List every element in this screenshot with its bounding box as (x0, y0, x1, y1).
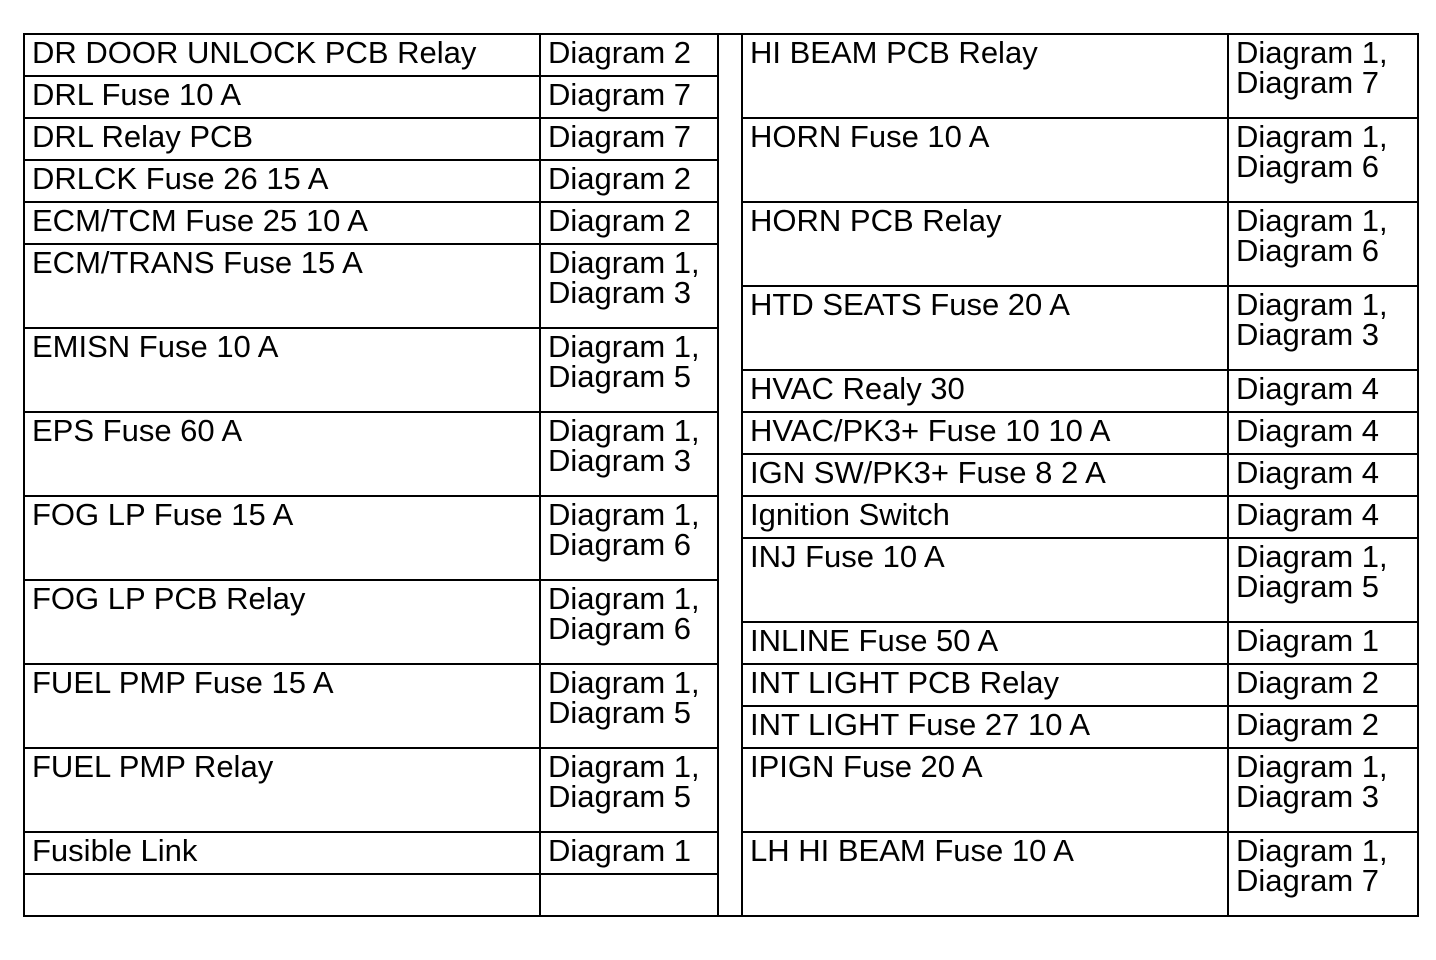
diagram-ref-line: Diagram 1, (548, 581, 700, 616)
diagram-ref-line: Diagram 1, (548, 749, 700, 784)
diagram-ref-line: Diagram 4 (1236, 455, 1379, 490)
left-diagram-reference (540, 832, 718, 874)
diagram-ref-line: Diagram 7 (1236, 863, 1379, 898)
right-diagram-reference (1228, 118, 1418, 202)
right-component-name: HVAC/PK3+ Fuse 10 10 A (742, 412, 1228, 454)
right-component-name: LH HI BEAM Fuse 10 A (742, 832, 1228, 916)
left-diagram-reference (540, 202, 718, 244)
diagram-ref-line: Diagram 1, (548, 413, 700, 448)
diagram-ref-line: Diagram 2 (1236, 707, 1379, 742)
left-component-name: FOG LP Fuse 15 A (24, 496, 540, 580)
diagram-ref-line: Diagram 5 (1236, 569, 1379, 604)
left-component-name: Fusible Link (24, 832, 540, 874)
right-component-name: HTD SEATS Fuse 20 A (742, 286, 1228, 370)
right-diagram-reference (1228, 412, 1418, 454)
diagram-ref-line: Diagram 5 (548, 695, 691, 730)
diagram-ref-line: Diagram 1 (1236, 623, 1379, 658)
right-diagram-reference (1228, 748, 1418, 832)
right-component-name: HVAC Realy 30 (742, 370, 1228, 412)
diagram-ref-line: Diagram 1, (548, 497, 700, 532)
left-diagram-reference (540, 664, 718, 748)
right-component-name: INLINE Fuse 50 A (742, 622, 1228, 664)
right-component-name: INT LIGHT PCB Relay (742, 664, 1228, 706)
right-component-name: INJ Fuse 10 A (742, 538, 1228, 622)
right-diagram-reference (1228, 454, 1418, 496)
diagram-ref-line: Diagram 2 (548, 203, 691, 238)
diagram-ref-line: Diagram 5 (548, 359, 691, 394)
left-component-name: FUEL PMP Fuse 15 A (24, 664, 540, 748)
left-component-name: DR DOOR UNLOCK PCB Relay (24, 34, 540, 76)
diagram-ref-line: Diagram 1, (1236, 749, 1388, 784)
right-component-name: Ignition Switch (742, 496, 1228, 538)
right-diagram-reference (1228, 832, 1418, 916)
right-diagram-reference (1228, 664, 1418, 706)
left-diagram-reference (540, 34, 718, 76)
left-component-name: ECM/TRANS Fuse 15 A (24, 244, 540, 328)
diagram-ref-line: Diagram 1, (1236, 203, 1388, 238)
diagram-ref-line: Diagram 1, (1236, 539, 1388, 574)
right-diagram-reference (1228, 622, 1418, 664)
left-diagram-reference (540, 496, 718, 580)
diagram-ref-line: Diagram 3 (548, 443, 691, 478)
diagram-ref-line: Diagram 6 (1236, 149, 1379, 184)
right-diagram-reference (1228, 34, 1418, 118)
right-component-name: HORN PCB Relay (742, 202, 1228, 286)
diagram-ref-line: Diagram 1, (548, 245, 700, 280)
right-component-name: IGN SW/PK3+ Fuse 8 2 A (742, 454, 1228, 496)
diagram-ref-line: Diagram 1, (1236, 119, 1388, 154)
component-index-body (24, 34, 1418, 916)
diagram-ref-line: Diagram 6 (548, 527, 691, 562)
right-diagram-reference (1228, 706, 1418, 748)
diagram-ref-line: Diagram 3 (548, 275, 691, 310)
right-diagram-reference (1228, 286, 1418, 370)
column-divider (718, 34, 742, 916)
diagram-ref-line: Diagram 1, (548, 665, 700, 700)
right-component-name: HORN Fuse 10 A (742, 118, 1228, 202)
diagram-ref-line: Diagram 7 (1236, 65, 1379, 100)
left-diagram-reference (540, 244, 718, 328)
right-component-name: IPIGN Fuse 20 A (742, 748, 1228, 832)
diagram-ref-line: Diagram 4 (1236, 371, 1379, 406)
left-diagram-reference (540, 412, 718, 496)
left-diagram-reference (540, 76, 718, 118)
diagram-ref-line: Diagram 6 (548, 611, 691, 646)
right-component-name: HI BEAM PCB Relay (742, 34, 1228, 118)
left-component-name: DRL Relay PCB (24, 118, 540, 160)
left-component-name: EMISN Fuse 10 A (24, 328, 540, 412)
left-diagram-reference (540, 118, 718, 160)
diagram-ref-line: Diagram 4 (1236, 413, 1379, 448)
diagram-ref-line: Diagram 2 (1236, 665, 1379, 700)
diagram-ref-line: Diagram 3 (1236, 317, 1379, 352)
left-component-name: FUEL PMP Relay (24, 748, 540, 832)
right-diagram-reference (1228, 370, 1418, 412)
left-diagram-reference (540, 580, 718, 664)
diagram-ref-line: Diagram 6 (1236, 233, 1379, 268)
left-component-name: DRLCK Fuse 26 15 A (24, 160, 540, 202)
left-diagram-reference (540, 160, 718, 202)
right-component-name: INT LIGHT Fuse 27 10 A (742, 706, 1228, 748)
diagram-ref-line: Diagram 2 (548, 35, 691, 70)
component-index-table (23, 33, 1419, 917)
diagram-ref-line: Diagram 3 (1236, 779, 1379, 814)
diagram-ref-line: Diagram 1 (548, 833, 691, 868)
diagram-ref-line: Diagram 1, (1236, 833, 1388, 868)
right-diagram-reference (1228, 202, 1418, 286)
diagram-ref-line: Diagram 5 (548, 779, 691, 814)
left-diagram-reference (540, 748, 718, 832)
diagram-ref-line: Diagram 1, (548, 329, 700, 364)
diagram-ref-line: Diagram 2 (548, 161, 691, 196)
left-diagram-reference (540, 874, 718, 916)
right-diagram-reference (1228, 538, 1418, 622)
left-diagram-reference (540, 328, 718, 412)
diagram-ref-line: Diagram 7 (548, 77, 691, 112)
diagram-ref-line: Diagram 7 (548, 119, 691, 154)
right-diagram-reference (1228, 496, 1418, 538)
left-component-name (24, 874, 540, 916)
left-component-name: DRL Fuse 10 A (24, 76, 540, 118)
diagram-ref-line: Diagram 1, (1236, 35, 1388, 70)
left-component-name: EPS Fuse 60 A (24, 412, 540, 496)
diagram-ref-line: Diagram 4 (1236, 497, 1379, 532)
table-row (24, 34, 1418, 76)
left-component-name: FOG LP PCB Relay (24, 580, 540, 664)
diagram-ref-line: Diagram 1, (1236, 287, 1388, 322)
left-component-name: ECM/TCM Fuse 25 10 A (24, 202, 540, 244)
